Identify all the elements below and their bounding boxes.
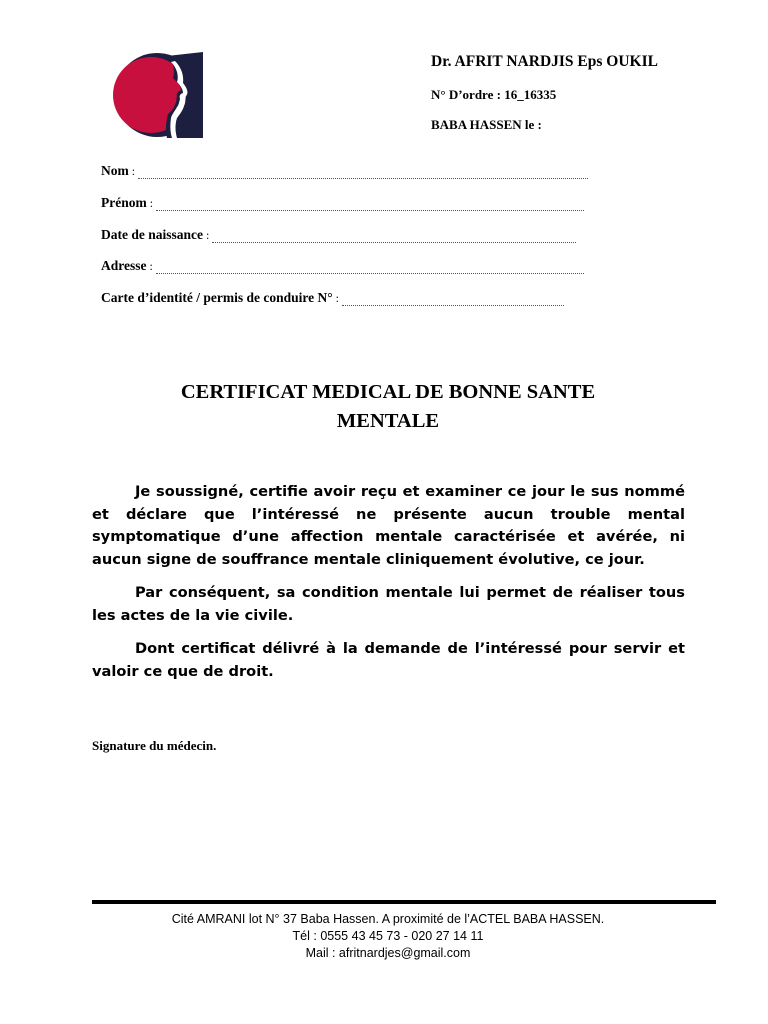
title-line-2: MENTALE [336, 410, 440, 432]
footer-divider [92, 900, 716, 904]
footer-mail: Mail : afritnardjes@gmail.com [305, 946, 471, 960]
doctor-order-number: N° D’ordre : 16_16335 [431, 87, 557, 102]
field-label: Carte d’identité / permis de conduire N° [101, 290, 333, 305]
doctor-header [431, 52, 658, 133]
body-paragraph: Je soussigné, certifie avoir reçu et examiner ce jour le sus nommé et déclare que l’intéressé ne présente aucun trouble mental symptomatique d’une affection mentale caractérisée et avérée, ni aucun signe de souffrance mentale cliniquement évolutive, ce jour. [92, 483, 685, 568]
field-fill-line[interactable] [138, 166, 588, 179]
field-fill-line[interactable] [156, 261, 584, 274]
field-colon: : [131, 164, 136, 178]
certificate-title [0, 378, 768, 436]
field-adresse [101, 256, 584, 274]
footer-address: Cité AMRANI lot N° 37 Baba Hassen. A proximité de l’ACTEL BABA HASSEN. [171, 912, 605, 926]
field-fill-line[interactable] [342, 293, 564, 306]
field-date-naissance [101, 225, 576, 243]
field-colon: : [149, 196, 154, 210]
doctor-name: Dr. AFRIT NARDJIS Eps OUKIL [431, 53, 658, 70]
field-label: Adresse [101, 258, 147, 273]
profile-silhouette-logo-icon [111, 52, 203, 138]
field-label: Nom [101, 163, 129, 178]
body-paragraph: Par conséquent, sa condition mentale lui permet de réaliser tous les actes de la vie civile. [92, 584, 685, 624]
field-colon: : [335, 291, 339, 305]
footer-phone: Tél : 0555 43 45 73 - 020 27 14 11 [292, 929, 484, 943]
place-date: BABA HASSEN le : [431, 117, 542, 132]
certificate-body [92, 481, 685, 694]
field-carte-identite [101, 288, 564, 306]
field-label: Prénom [101, 195, 147, 210]
field-nom [101, 161, 588, 179]
field-fill-line[interactable] [212, 230, 576, 243]
field-colon: : [149, 259, 153, 273]
field-label: Date de naissance [101, 227, 203, 242]
footer [0, 911, 768, 962]
field-prenom [101, 193, 584, 211]
field-colon: : [206, 228, 210, 242]
signature-label: Signature du médecin. [92, 738, 217, 753]
body-paragraph: Dont certificat délivré à la demande de l’intéressé pour servir et valoir ce que de droit. [92, 640, 685, 680]
title-line-1: CERTIFICAT MEDICAL DE BONNE SANTE [180, 381, 596, 403]
field-fill-line[interactable] [156, 198, 584, 211]
